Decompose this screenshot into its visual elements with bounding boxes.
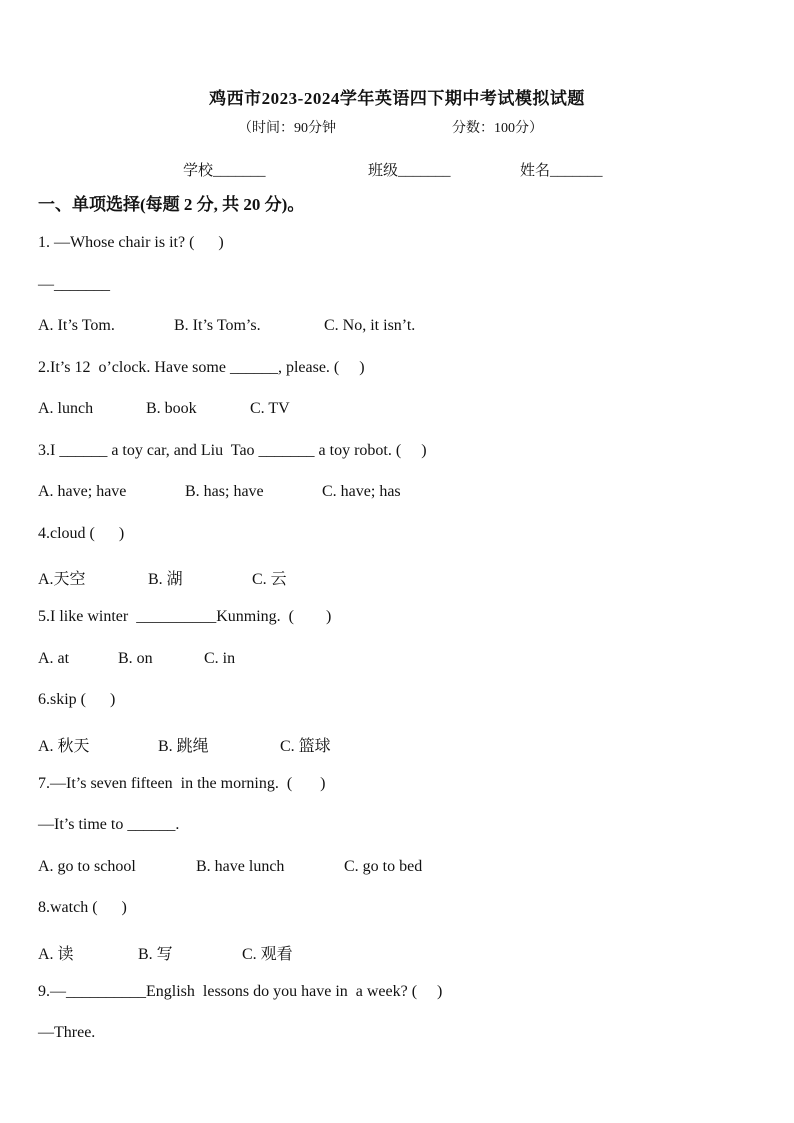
option-a: A. at bbox=[38, 650, 70, 667]
question-7-options bbox=[38, 858, 738, 880]
question-8-stem: 8.watch ( ) bbox=[38, 899, 127, 916]
option-a: A. lunch bbox=[38, 400, 94, 417]
question-9-answer-line: —Three. bbox=[38, 1024, 96, 1041]
option-a: A. go to school bbox=[38, 858, 136, 875]
option-c: C. 篮球 bbox=[280, 738, 331, 755]
option-b: B. 跳绳 bbox=[158, 738, 209, 755]
question-7-answer-line: —It’s time to ______. bbox=[38, 816, 180, 833]
school-field: 学校_______ bbox=[183, 163, 266, 179]
option-c: C. have; has bbox=[322, 483, 401, 500]
question-2-options bbox=[38, 400, 738, 422]
question-1-options bbox=[38, 317, 738, 339]
question-7-stem: 7.—It’s seven fifteen in the morning. ( ) bbox=[38, 775, 326, 792]
question-9-stem: 9.—__________English lessons do you have in a week? ( ) bbox=[38, 983, 443, 1000]
option-c: C. in bbox=[204, 650, 236, 667]
option-c: C. TV bbox=[250, 400, 290, 417]
option-a: A.天空 bbox=[38, 571, 86, 588]
question-6-options bbox=[38, 733, 738, 755]
question-5-stem: 5.I like winter __________Kunming. ( ) bbox=[38, 608, 332, 625]
question-2-stem: 2.It’s 12 o’clock. Have some ______, please. ( ) bbox=[38, 359, 365, 376]
question-4-options bbox=[38, 566, 738, 588]
name-field: 姓名_______ bbox=[520, 163, 603, 179]
option-c: C. go to bed bbox=[344, 858, 423, 875]
question-3-stem: 3.I ______ a toy car, and Liu Tao _______ a toy robot. ( ) bbox=[38, 442, 427, 459]
option-b: B. have lunch bbox=[196, 858, 285, 875]
question-1-stem: 1. —Whose chair is it? ( ) bbox=[38, 234, 224, 251]
question-1-answer-line: —_______ bbox=[38, 276, 110, 293]
question-6-stem: 6.skip ( ) bbox=[38, 691, 116, 708]
exam-score: 分数：100分） bbox=[452, 121, 543, 136]
class-field: 班级_______ bbox=[368, 163, 451, 179]
section-title: 一、单项选择(每题 2 分, 共 20 分)。 bbox=[38, 195, 305, 214]
exam-title: 鸡西市2023-2024学年英语四下期中考试模拟试题 bbox=[209, 89, 585, 108]
option-b: B. It’s Tom’s. bbox=[174, 317, 261, 334]
option-b: B. 写 bbox=[138, 946, 173, 963]
question-4-stem: 4.cloud ( ) bbox=[38, 525, 125, 542]
option-c: C. No, it isn’t. bbox=[324, 317, 416, 334]
question-8-options bbox=[38, 941, 738, 963]
option-a: A. 读 bbox=[38, 946, 74, 963]
option-c: C. 云 bbox=[252, 571, 287, 588]
option-a: A. It’s Tom. bbox=[38, 317, 115, 334]
option-b: B. on bbox=[118, 650, 153, 667]
exam-time: （时间：90分钟 bbox=[238, 121, 336, 136]
option-b: B. has; have bbox=[185, 483, 264, 500]
option-b: B. book bbox=[146, 400, 197, 417]
option-b: B. 湖 bbox=[148, 571, 183, 588]
option-a: A. 秋天 bbox=[38, 738, 90, 755]
option-a: A. have; have bbox=[38, 483, 127, 500]
question-5-options bbox=[38, 650, 738, 672]
question-3-options bbox=[38, 483, 738, 505]
option-c: C. 观看 bbox=[242, 946, 293, 963]
